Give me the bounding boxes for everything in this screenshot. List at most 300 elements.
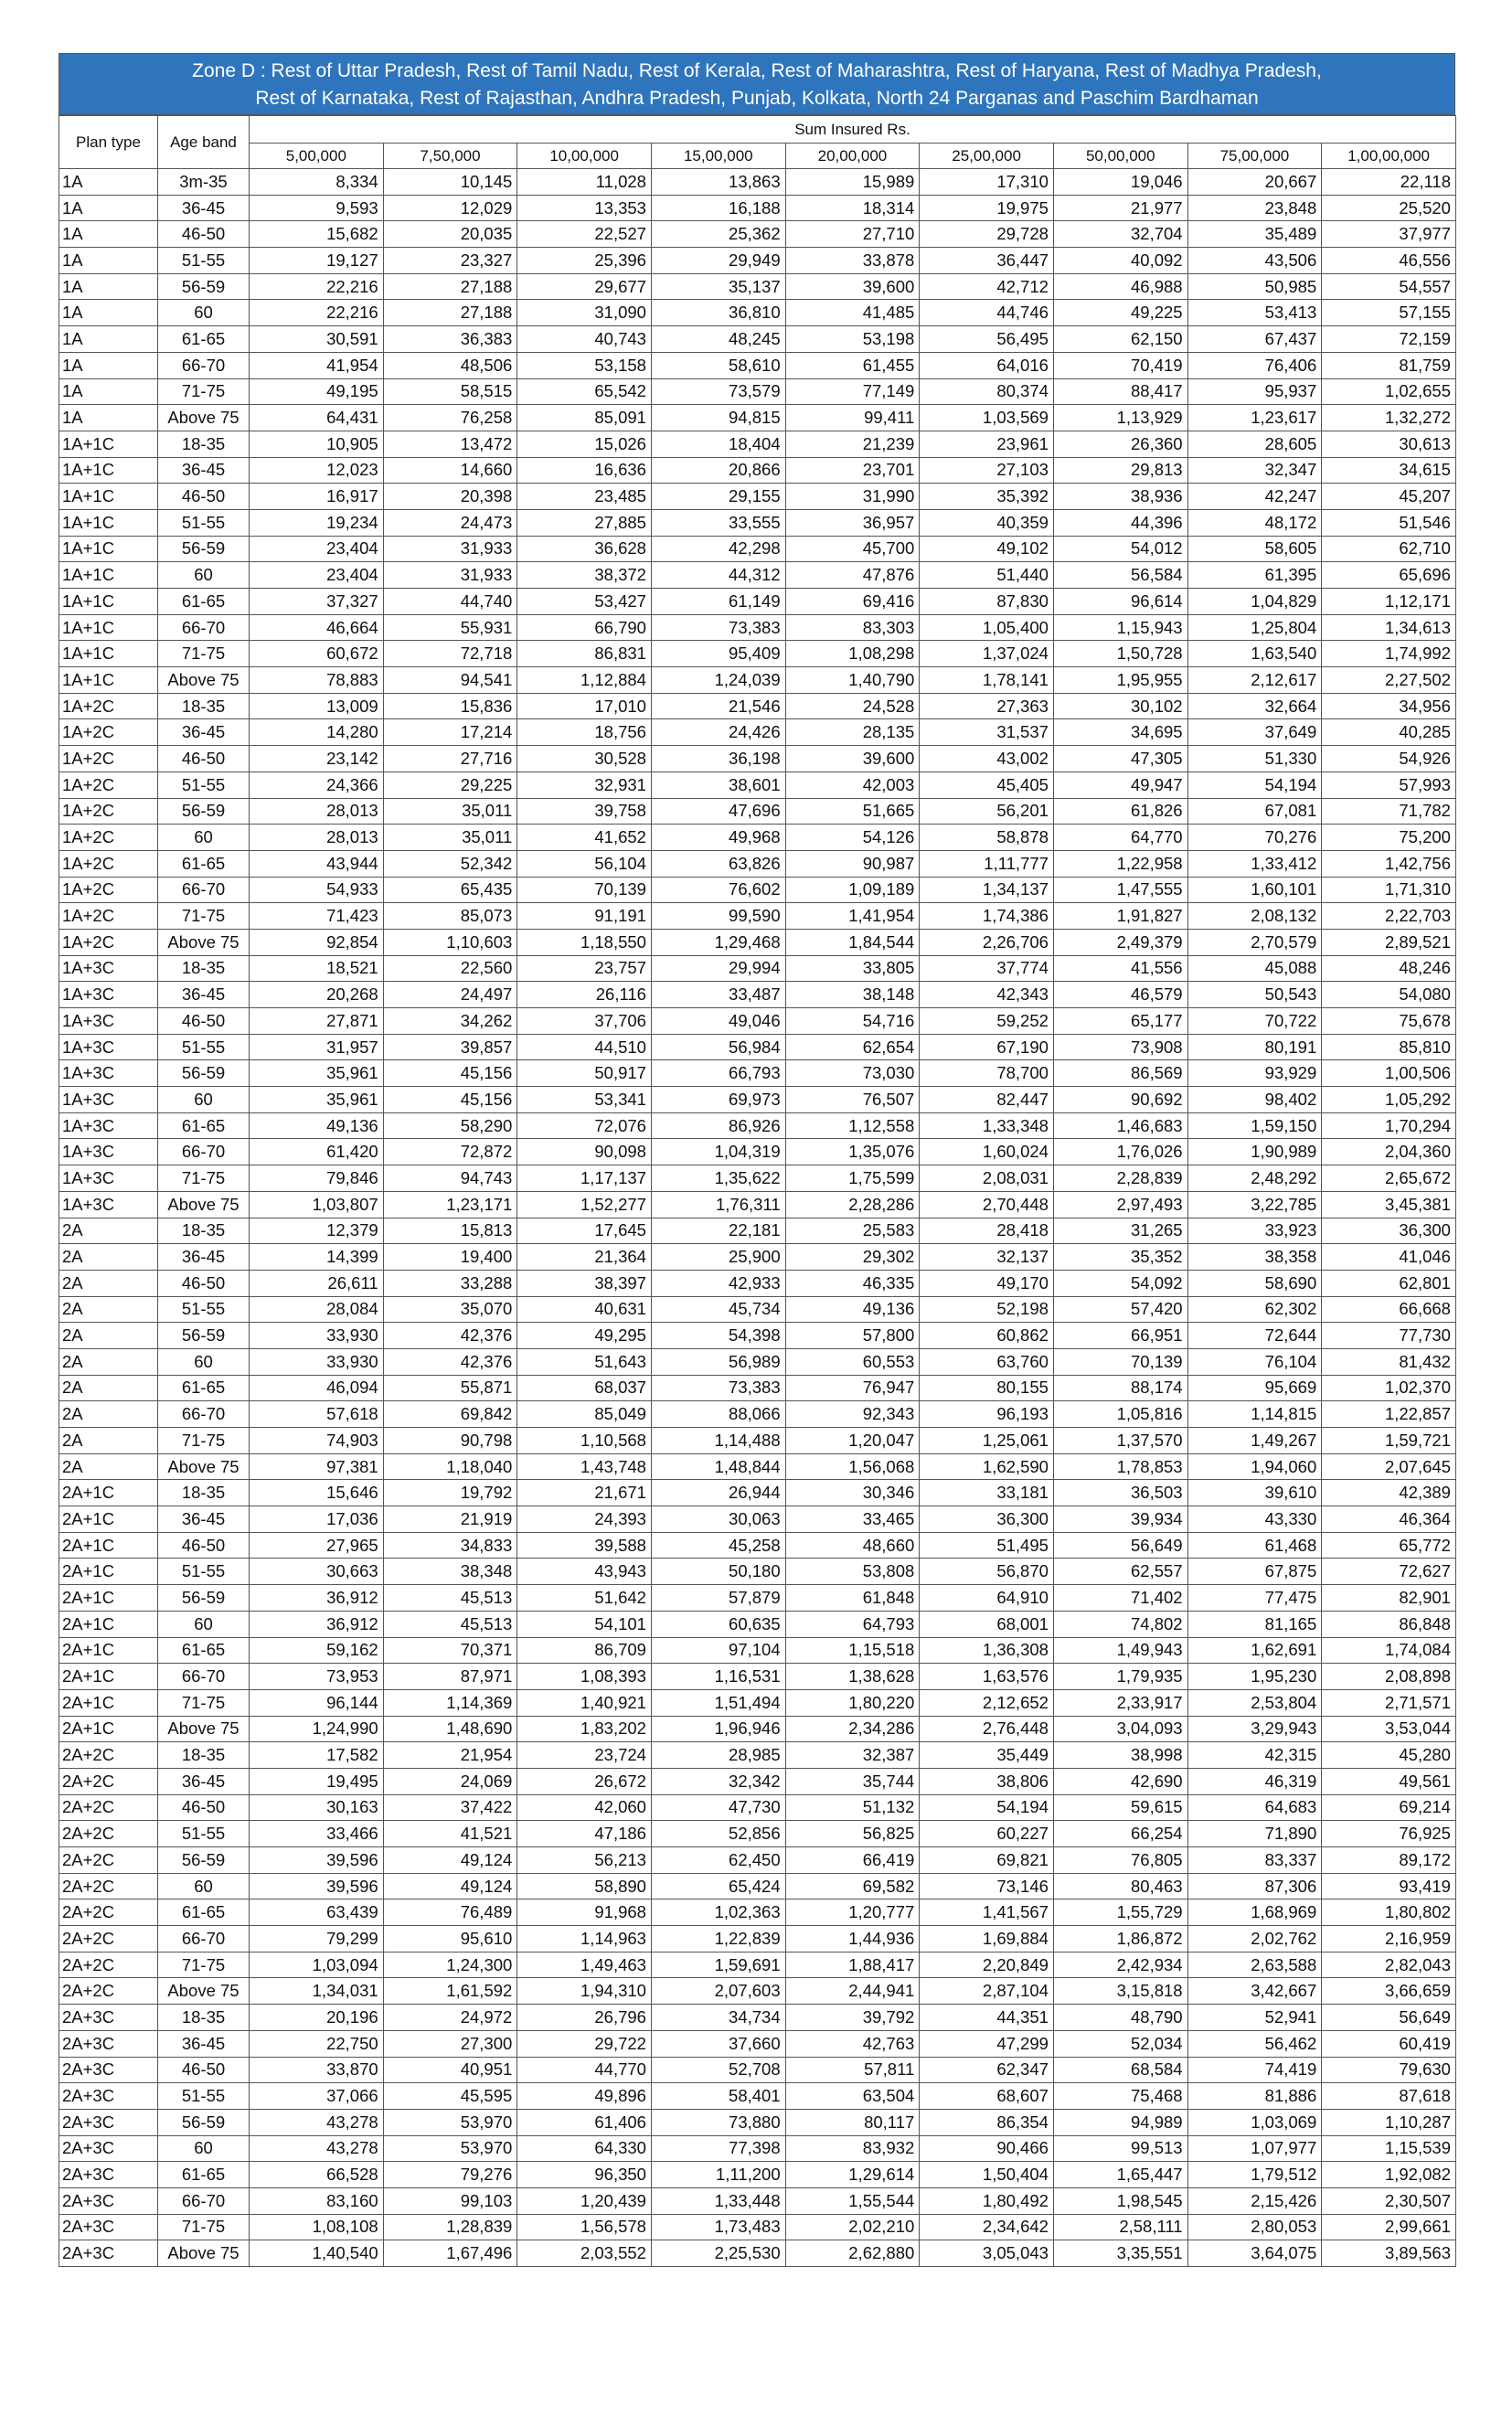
premium-cell: 15,836: [383, 693, 517, 719]
premium-cell: 33,930: [250, 1348, 384, 1375]
plan-type-cell: 2A+2C: [59, 1873, 158, 1899]
premium-cell: 85,091: [517, 405, 652, 431]
premium-cell: 34,956: [1322, 693, 1456, 719]
table-row: [59, 2135, 1456, 2162]
age-band-cell: 71-75: [158, 1165, 250, 1192]
age-band-cell: 66-70: [158, 614, 250, 641]
plan-type-cell: 1A: [59, 248, 158, 274]
age-band-cell: 61-65: [158, 589, 250, 615]
plan-type-cell: 1A+2C: [59, 825, 158, 851]
premium-cell: 37,660: [651, 2030, 785, 2057]
zone-title-line-1: Zone D : Rest of Uttar Pradesh, Rest of Tamil Nadu, Rest of Kerala, Rest of Maharashtra, Rest of Haryana, Rest of Madhya Pradesh,: [192, 60, 1322, 81]
premium-cell: 71,402: [1053, 1585, 1187, 1612]
age-band-cell: 46-50: [158, 1794, 250, 1821]
premium-cell: 38,601: [651, 771, 785, 798]
plan-type-cell: 1A+1C: [59, 667, 158, 694]
premium-cell: 44,396: [1053, 509, 1187, 536]
premium-cell: 1,09,189: [785, 877, 920, 903]
premium-cell: 23,404: [250, 562, 384, 589]
premium-cell: 49,136: [250, 1112, 384, 1139]
premium-cell: 1,68,969: [1187, 1899, 1322, 1926]
premium-cell: 53,970: [383, 2109, 517, 2135]
premium-cell: 1,78,853: [1053, 1453, 1187, 1480]
table-row: [59, 352, 1456, 378]
premium-cell: 36,628: [517, 536, 652, 562]
premium-cell: 52,856: [651, 1821, 785, 1847]
premium-cell: 1,95,230: [1187, 1664, 1322, 1690]
premium-cell: 1,36,308: [920, 1637, 1054, 1664]
premium-cell: 1,79,935: [1053, 1664, 1187, 1690]
premium-cell: 1,76,311: [651, 1191, 785, 1218]
premium-cell: 1,74,386: [920, 903, 1054, 930]
premium-cell: 76,104: [1187, 1348, 1322, 1375]
premium-cell: 44,351: [920, 2005, 1054, 2031]
premium-cell: 1,48,690: [383, 1716, 517, 1742]
plan-type-cell: 2A+3C: [59, 2109, 158, 2135]
age-band-cell: 56-59: [158, 1585, 250, 1612]
plan-type-cell: 1A+2C: [59, 771, 158, 798]
plan-type-cell: 1A+2C: [59, 850, 158, 877]
plan-type-cell: 2A: [59, 1323, 158, 1349]
premium-cell: 89,172: [1322, 1847, 1456, 1874]
table-row: [59, 903, 1456, 930]
premium-cell: 61,406: [517, 2109, 652, 2135]
premium-cell: 37,774: [920, 955, 1054, 982]
premium-cell: 45,513: [383, 1611, 517, 1637]
plan-type-cell: 2A+2C: [59, 1926, 158, 1953]
premium-cell: 2,33,917: [1053, 1689, 1187, 1716]
premium-cell: 1,95,955: [1053, 667, 1187, 694]
premium-cell: 2,08,031: [920, 1165, 1054, 1192]
age-band-cell: 56-59: [158, 536, 250, 562]
premium-cell: 96,350: [517, 2162, 652, 2188]
premium-cell: 1,55,729: [1053, 1899, 1187, 1926]
premium-cell: 88,066: [651, 1401, 785, 1428]
plan-type-cell: 2A+2C: [59, 1821, 158, 1847]
premium-cell: 65,772: [1322, 1532, 1456, 1559]
premium-cell: 60,672: [250, 641, 384, 667]
plan-type-cell: 2A: [59, 1401, 158, 1428]
premium-cell: 1,35,076: [785, 1139, 920, 1165]
premium-cell: 42,003: [785, 771, 920, 798]
table-row: [59, 641, 1456, 667]
premium-cell: 1,18,040: [383, 1453, 517, 1480]
premium-cell: 40,092: [1053, 248, 1187, 274]
plan-type-cell: 2A+3C: [59, 2005, 158, 2031]
table-row: [59, 1689, 1456, 1716]
table-row: [59, 1559, 1456, 1585]
premium-cell: 81,165: [1187, 1611, 1322, 1637]
premium-cell: 2,58,111: [1053, 2214, 1187, 2240]
table-row: [59, 1926, 1456, 1953]
age-band-cell: 46-50: [158, 1008, 250, 1035]
premium-cell: 51,642: [517, 1585, 652, 1612]
age-band-cell: 51-55: [158, 771, 250, 798]
premium-cell: 47,730: [651, 1794, 785, 1821]
premium-cell: 33,870: [250, 2057, 384, 2083]
premium-cell: 2,28,839: [1053, 1165, 1187, 1192]
premium-cell: 68,607: [920, 2083, 1054, 2110]
premium-cell: 48,660: [785, 1532, 920, 1559]
premium-cell: 1,16,531: [651, 1664, 785, 1690]
premium-cell: 95,610: [383, 1926, 517, 1953]
age-band-header: Age band: [158, 116, 250, 169]
premium-cell: 3,29,943: [1187, 1716, 1322, 1742]
premium-cell: 38,358: [1187, 1244, 1322, 1271]
premium-cell: 52,342: [383, 850, 517, 877]
premium-cell: 30,591: [250, 326, 384, 353]
premium-cell: 78,883: [250, 667, 384, 694]
premium-cell: 39,600: [785, 746, 920, 772]
premium-cell: 27,710: [785, 221, 920, 248]
premium-cell: 44,746: [920, 300, 1054, 326]
premium-cell: 69,582: [785, 1873, 920, 1899]
premium-cell: 1,03,569: [920, 405, 1054, 431]
premium-cell: 1,55,544: [785, 2187, 920, 2214]
zone-title-bar: [59, 53, 1455, 115]
premium-cell: 38,148: [785, 982, 920, 1008]
premium-cell: 45,207: [1322, 484, 1456, 510]
premium-cell: 62,302: [1187, 1296, 1322, 1323]
premium-cell: 3,89,563: [1322, 2240, 1456, 2267]
plan-type-cell: 2A+1C: [59, 1611, 158, 1637]
premium-cell: 42,060: [517, 1794, 652, 1821]
sum-insured-amount-header: 50,00,000: [1053, 144, 1187, 169]
premium-cell: 70,419: [1053, 352, 1187, 378]
plan-type-cell: 1A+1C: [59, 562, 158, 589]
premium-cell: 2,80,053: [1187, 2214, 1322, 2240]
age-band-cell: 71-75: [158, 1952, 250, 1978]
premium-cell: 58,878: [920, 825, 1054, 851]
premium-cell: 58,690: [1187, 1270, 1322, 1296]
age-band-cell: 61-65: [158, 1375, 250, 1401]
premium-cell: 1,22,839: [651, 1926, 785, 1953]
premium-cell: 77,475: [1187, 1585, 1322, 1612]
premium-cell: 54,716: [785, 1008, 920, 1035]
premium-cell: 48,245: [651, 326, 785, 353]
premium-cell: 79,846: [250, 1165, 384, 1192]
premium-cell: 1,60,024: [920, 1139, 1054, 1165]
plan-type-cell: 1A+3C: [59, 1008, 158, 1035]
premium-cell: 1,33,448: [651, 2187, 785, 2214]
premium-cell: 37,977: [1322, 221, 1456, 248]
premium-cell: 33,930: [250, 1323, 384, 1349]
premium-cell: 57,993: [1322, 771, 1456, 798]
premium-cell: 2,99,661: [1322, 2214, 1456, 2240]
premium-cell: 72,076: [517, 1112, 652, 1139]
premium-cell: 32,931: [517, 771, 652, 798]
premium-cell: 67,437: [1187, 326, 1322, 353]
age-band-cell: 60: [158, 1087, 250, 1113]
premium-cell: 27,103: [920, 457, 1054, 484]
premium-cell: 36,300: [920, 1506, 1054, 1533]
premium-cell: 1,59,721: [1322, 1428, 1456, 1454]
sum-insured-amount-header: 25,00,000: [920, 144, 1054, 169]
premium-cell: 68,037: [517, 1375, 652, 1401]
sum-insured-amount-header: 75,00,000: [1187, 144, 1322, 169]
premium-cell: 74,802: [1053, 1611, 1187, 1637]
premium-cell: 79,630: [1322, 2057, 1456, 2083]
premium-cell: 72,718: [383, 641, 517, 667]
premium-cell: 1,14,488: [651, 1428, 785, 1454]
premium-cell: 88,174: [1053, 1375, 1187, 1401]
table-row: [59, 1506, 1456, 1533]
premium-cell: 24,528: [785, 693, 920, 719]
plan-type-cell: 2A+3C: [59, 2187, 158, 2214]
premium-cell: 24,473: [383, 509, 517, 536]
premium-cell: 38,936: [1053, 484, 1187, 510]
premium-cell: 66,254: [1053, 1821, 1187, 1847]
premium-cell: 1,02,655: [1322, 378, 1456, 405]
premium-cell: 76,489: [383, 1899, 517, 1926]
premium-cell: 31,957: [250, 1034, 384, 1060]
premium-cell: 49,046: [651, 1008, 785, 1035]
premium-cell: 1,61,592: [383, 1978, 517, 2005]
table-row: [59, 667, 1456, 694]
premium-cell: 1,12,558: [785, 1112, 920, 1139]
premium-cell: 28,418: [920, 1218, 1054, 1244]
table-row: [59, 1244, 1456, 1271]
premium-cell: 49,225: [1053, 300, 1187, 326]
age-band-cell: 51-55: [158, 248, 250, 274]
age-band-cell: 71-75: [158, 641, 250, 667]
table-row: [59, 1401, 1456, 1428]
premium-cell: 1,80,220: [785, 1689, 920, 1716]
premium-cell: 30,102: [1053, 693, 1187, 719]
plan-type-cell: 1A+2C: [59, 798, 158, 825]
premium-cell: 47,186: [517, 1821, 652, 1847]
plan-type-cell: 1A+1C: [59, 614, 158, 641]
table-row: [59, 1008, 1456, 1035]
table-row: [59, 1296, 1456, 1323]
premium-cell: 1,11,777: [920, 850, 1054, 877]
premium-cell: 66,790: [517, 614, 652, 641]
premium-cell: 3,04,093: [1053, 1716, 1187, 1742]
premium-cell: 46,664: [250, 614, 384, 641]
premium-cell: 92,343: [785, 1401, 920, 1428]
premium-cell: 60,553: [785, 1348, 920, 1375]
premium-cell: 29,949: [651, 248, 785, 274]
premium-cell: 46,364: [1322, 1506, 1456, 1533]
premium-cell: 1,47,555: [1053, 877, 1187, 903]
age-band-cell: 51-55: [158, 1559, 250, 1585]
premium-cell: 20,035: [383, 221, 517, 248]
premium-cell: 25,900: [651, 1244, 785, 1271]
premium-cell: 1,59,691: [651, 1952, 785, 1978]
premium-cell: 20,398: [383, 484, 517, 510]
premium-cell: 73,030: [785, 1060, 920, 1087]
premium-cell: 2,04,360: [1322, 1139, 1456, 1165]
premium-cell: 56,104: [517, 850, 652, 877]
premium-cell: 17,036: [250, 1506, 384, 1533]
premium-cell: 19,127: [250, 248, 384, 274]
age-band-cell: 56-59: [158, 273, 250, 300]
premium-cell: 3,53,044: [1322, 1716, 1456, 1742]
premium-cell: 72,644: [1187, 1323, 1322, 1349]
table-row: [59, 1899, 1456, 1926]
plan-type-cell: 2A+1C: [59, 1480, 158, 1506]
premium-cell: 35,137: [651, 273, 785, 300]
premium-cell: 62,654: [785, 1034, 920, 1060]
premium-cell: 24,366: [250, 771, 384, 798]
premium-cell: 2,07,603: [651, 1978, 785, 2005]
premium-cell: 87,830: [920, 589, 1054, 615]
premium-cell: 1,37,570: [1053, 1428, 1187, 1454]
table-row: [59, 1716, 1456, 1742]
premium-cell: 1,67,496: [383, 2240, 517, 2267]
premium-cell: 26,672: [517, 1768, 652, 1794]
table-row: [59, 1191, 1456, 1218]
premium-cell: 99,103: [383, 2187, 517, 2214]
premium-cell: 45,088: [1187, 955, 1322, 982]
premium-cell: 21,954: [383, 1742, 517, 1769]
premium-cell: 63,760: [920, 1348, 1054, 1375]
premium-cell: 77,398: [651, 2135, 785, 2162]
age-band-cell: 36-45: [158, 1244, 250, 1271]
premium-cell: 35,489: [1187, 221, 1322, 248]
age-band-cell: 61-65: [158, 326, 250, 353]
premium-cell: 1,49,943: [1053, 1637, 1187, 1664]
premium-cell: 2,22,703: [1322, 903, 1456, 930]
premium-cell: 2,28,286: [785, 1191, 920, 1218]
premium-cell: 2,44,941: [785, 1978, 920, 2005]
premium-cell: 1,62,691: [1187, 1637, 1322, 1664]
age-band-cell: 18-35: [158, 955, 250, 982]
premium-cell: 42,690: [1053, 1768, 1187, 1794]
premium-cell: 28,605: [1187, 431, 1322, 457]
premium-cell: 92,854: [250, 929, 384, 955]
table-row: [59, 850, 1456, 877]
premium-cell: 99,513: [1053, 2135, 1187, 2162]
premium-cell: 81,886: [1187, 2083, 1322, 2110]
premium-cell: 1,20,777: [785, 1899, 920, 1926]
premium-cell: 1,17,137: [517, 1165, 652, 1192]
age-band-cell: 51-55: [158, 2083, 250, 2110]
premium-cell: 70,139: [1053, 1348, 1187, 1375]
table-row: [59, 719, 1456, 746]
premium-cell: 54,194: [920, 1794, 1054, 1821]
premium-cell: 55,871: [383, 1375, 517, 1401]
age-band-cell: 56-59: [158, 1847, 250, 1874]
premium-cell: 1,24,300: [383, 1952, 517, 1978]
premium-cell: 35,352: [1053, 1244, 1187, 1271]
premium-cell: 69,416: [785, 589, 920, 615]
premium-cell: 1,08,298: [785, 641, 920, 667]
age-band-cell: 60: [158, 562, 250, 589]
premium-cell: 65,542: [517, 378, 652, 405]
premium-cell: 97,381: [250, 1453, 384, 1480]
premium-cell: 32,137: [920, 1244, 1054, 1271]
premium-cell: 62,557: [1053, 1559, 1187, 1585]
plan-type-cell: 1A: [59, 405, 158, 431]
premium-cell: 70,276: [1187, 825, 1322, 851]
premium-cell: 1,92,082: [1322, 2162, 1456, 2188]
premium-cell: 1,10,568: [517, 1428, 652, 1454]
premium-cell: 35,392: [920, 484, 1054, 510]
premium-cell: 24,069: [383, 1768, 517, 1794]
premium-cell: 1,05,400: [920, 614, 1054, 641]
age-band-cell: 46-50: [158, 221, 250, 248]
premium-cell: 58,610: [651, 352, 785, 378]
plan-type-cell: 2A+2C: [59, 1742, 158, 1769]
premium-cell: 56,649: [1053, 1532, 1187, 1559]
premium-cell: 33,288: [383, 1270, 517, 1296]
premium-cell: 51,495: [920, 1532, 1054, 1559]
plan-type-cell: 1A+1C: [59, 484, 158, 510]
premium-cell: 29,677: [517, 273, 652, 300]
premium-cell: 73,146: [920, 1873, 1054, 1899]
premium-cell: 32,704: [1053, 221, 1187, 248]
premium-cell: 39,934: [1053, 1506, 1187, 1533]
age-band-cell: 61-65: [158, 1112, 250, 1139]
premium-cell: 27,300: [383, 2030, 517, 2057]
premium-cell: 25,396: [517, 248, 652, 274]
premium-cell: 41,556: [1053, 955, 1187, 982]
premium-cell: 87,618: [1322, 2083, 1456, 2110]
premium-cell: 29,225: [383, 771, 517, 798]
premium-cell: 54,557: [1322, 273, 1456, 300]
table-row: [59, 2162, 1456, 2188]
premium-cell: 37,066: [250, 2083, 384, 2110]
premium-cell: 45,280: [1322, 1742, 1456, 1769]
premium-cell: 45,156: [383, 1060, 517, 1087]
premium-cell: 41,521: [383, 1821, 517, 1847]
age-band-cell: 60: [158, 1611, 250, 1637]
age-band-cell: 60: [158, 2135, 250, 2162]
premium-cell: 1,44,936: [785, 1926, 920, 1953]
premium-cell: 1,49,463: [517, 1952, 652, 1978]
premium-cell: 45,156: [383, 1087, 517, 1113]
premium-cell: 28,985: [651, 1742, 785, 1769]
table-row: [59, 1060, 1456, 1087]
premium-cell: 1,41,567: [920, 1899, 1054, 1926]
premium-cell: 1,08,108: [250, 2214, 384, 2240]
plan-type-cell: 1A+3C: [59, 1034, 158, 1060]
sum-insured-amount-header: 1,00,00,000: [1322, 144, 1456, 169]
premium-cell: 24,426: [651, 719, 785, 746]
premium-cell: 22,750: [250, 2030, 384, 2057]
premium-cell: 1,34,137: [920, 877, 1054, 903]
age-band-cell: 18-35: [158, 1480, 250, 1506]
premium-cell: 26,360: [1053, 431, 1187, 457]
table-row: [59, 1139, 1456, 1165]
table-row: [59, 484, 1456, 510]
premium-cell: 1,51,494: [651, 1689, 785, 1716]
premium-cell: 12,023: [250, 457, 384, 484]
premium-cell: 33,923: [1187, 1218, 1322, 1244]
premium-cell: 85,810: [1322, 1034, 1456, 1060]
premium-cell: 1,15,539: [1322, 2135, 1456, 2162]
premium-cell: 73,908: [1053, 1034, 1187, 1060]
premium-cell: 23,757: [517, 955, 652, 982]
premium-cell: 1,15,518: [785, 1637, 920, 1664]
premium-cell: 20,667: [1187, 169, 1322, 196]
premium-cell: 32,664: [1187, 693, 1322, 719]
premium-cell: 1,50,404: [920, 2162, 1054, 2188]
plan-type-cell: 2A: [59, 1375, 158, 1401]
premium-cell: 1,32,272: [1322, 405, 1456, 431]
premium-cell: 42,247: [1187, 484, 1322, 510]
premium-cell: 2,53,804: [1187, 1689, 1322, 1716]
premium-cell: 75,678: [1322, 1008, 1456, 1035]
premium-cell: 38,806: [920, 1768, 1054, 1794]
premium-cell: 3,05,043: [920, 2240, 1054, 2267]
plan-type-cell: 1A+1C: [59, 589, 158, 615]
premium-cell: 19,495: [250, 1768, 384, 1794]
premium-cell: 1,91,827: [1053, 903, 1187, 930]
premium-cell: 31,990: [785, 484, 920, 510]
premium-cell: 39,792: [785, 2005, 920, 2031]
